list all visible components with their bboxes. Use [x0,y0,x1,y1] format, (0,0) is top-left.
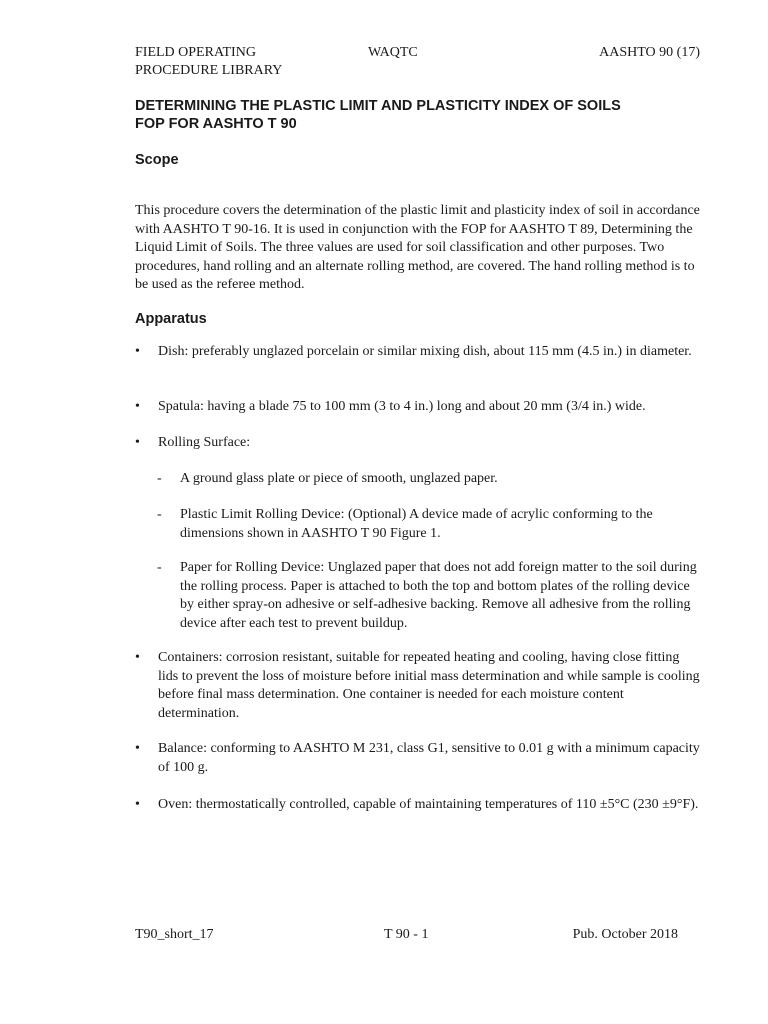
footer-file-id: T90_short_17 [135,927,214,942]
dash-mark: - [157,560,162,575]
bullet-mark: • [135,344,140,359]
header-left-line2: PROCEDURE LIBRARY [135,63,283,78]
footer-page-number: T 90 - 1 [384,927,429,942]
scope-heading: Scope [135,152,179,168]
apparatus-heading: Apparatus [135,311,207,327]
header-standard: AASHTO 90 (17) [599,45,700,60]
title-line1: DETERMINING THE PLASTIC LIMIT AND PLASTICITY INDEX OF SOILS [135,98,621,114]
rolling-sub-text: Paper for Rolling Device: Unglazed paper that does not add foreign matter to the soil during the rolling process. Paper is attached to both the top and bottom plates of the rolling device by either spray-on adhesive or self-adhesive backing. Remove all adhesive from the rolling device after each test to prevent buildup. [180,560,697,631]
bullet-mark: • [135,399,140,414]
apparatus-item-text: Dish: preferably unglazed porcelain or similar mixing dish, about 115 mm (4.5 in.) in diameter. [158,344,692,359]
bullet-mark: • [135,650,140,665]
header-library-label [135,44,282,80]
apparatus-item-text: Containers: corrosion resistant, suitable for repeated heating and cooling, having close fitting lids to prevent the loss of moisture before initial mass determination and while sample is cooling before final mass determination. One container is needed for each moisture content determination. [158,650,700,721]
apparatus-item-text: Rolling Surface: [158,435,251,450]
scope-paragraph: This procedure covers the determination of the plastic limit and plasticity index of soil in accordance with AASHTO T 90-16. It is used in conjunction with the FOP for AASHTO T 89, Determining the Liquid Limit of Soils. The three values are used for soil classification and other purposes. Two procedures, hand rolling and an alternate rolling method, are covered. The hand rolling method is to be used as the referee method. [135,203,700,292]
document-title [135,97,715,133]
rolling-sub-text: Plastic Limit Rolling Device: (Optional) A device made of acrylic conforming to the dimensions shown in AASHTO T 90 Figure 1. [180,507,653,541]
rolling-sub-text: A ground glass plate or piece of smooth, unglazed paper. [180,471,498,486]
apparatus-item-text: Spatula: having a blade 75 to 100 mm (3 to 4 in.) long and about 20 mm (3/4 in.) wide. [158,399,646,414]
apparatus-item-text: Oven: thermostatically controlled, capable of maintaining temperatures of 110 ±5°C (230 ±9°F). [158,797,699,812]
bullet-mark: • [135,741,140,756]
header-left-line1: FIELD OPERATING [135,45,256,60]
footer-publication-date: Pub. October 2018 [572,927,678,942]
bullet-mark: • [135,797,140,812]
dash-mark: - [157,471,162,486]
apparatus-item-text: Balance: conforming to AASHTO M 231, class G1, sensitive to 0.01 g with a minimum capacity of 100 g. [158,741,700,775]
header-org: WAQTC [368,45,418,60]
title-line2: FOP FOR AASHTO T 90 [135,116,297,132]
bullet-mark: • [135,435,140,450]
dash-mark: - [157,507,162,522]
